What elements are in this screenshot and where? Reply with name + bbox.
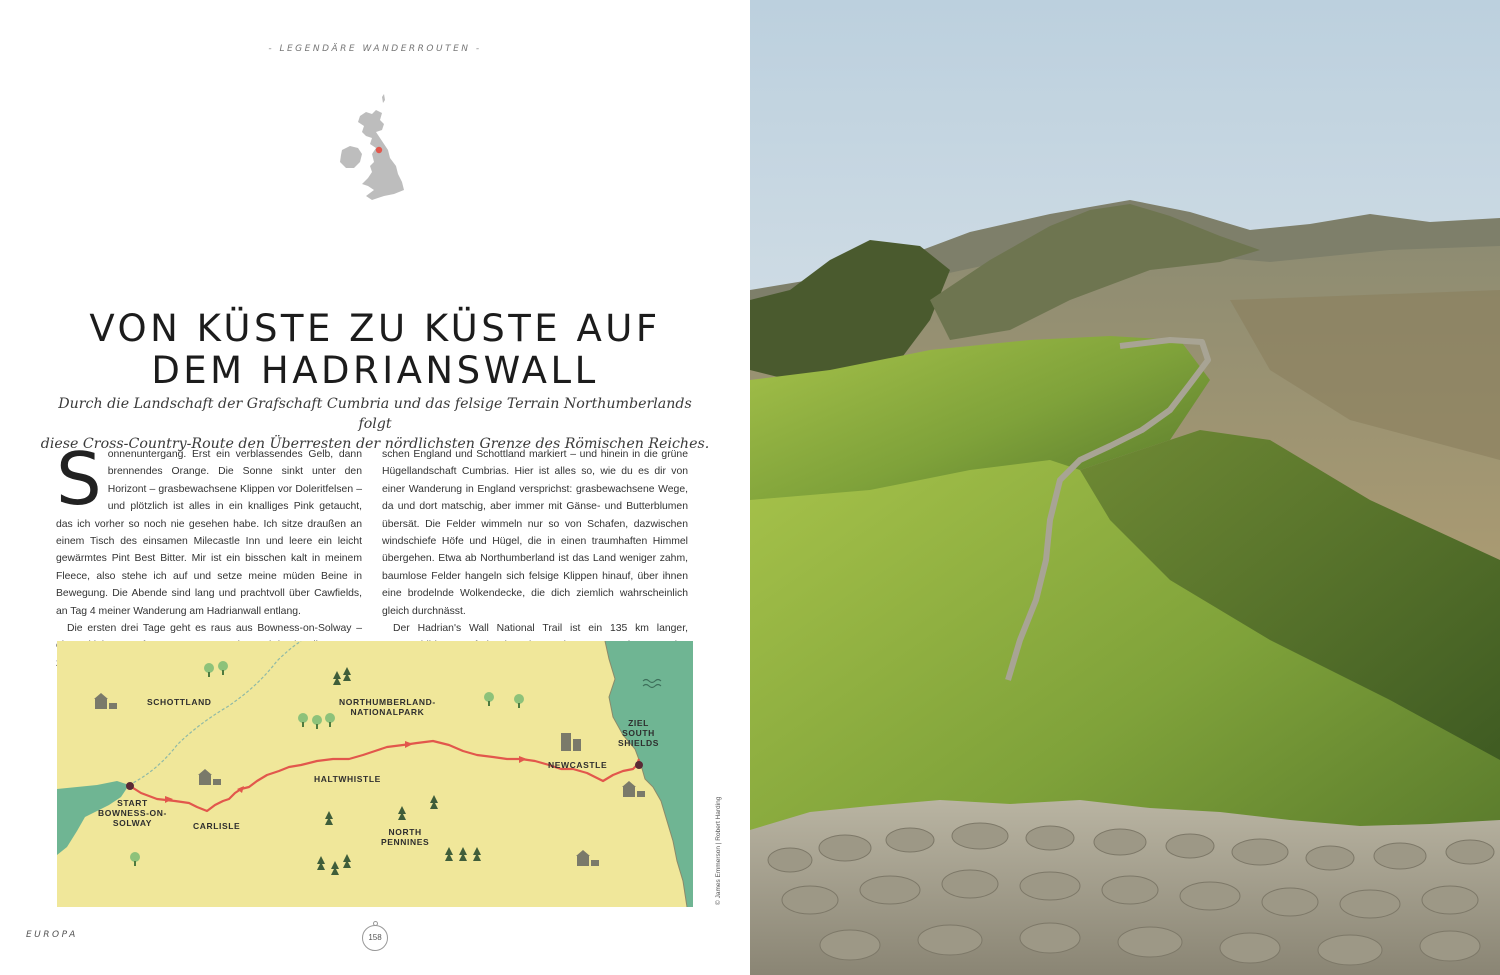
label-northumberland [339,697,436,717]
start-marker [126,782,134,790]
column-1 [56,437,362,672]
paragraph [56,437,362,620]
label-newcastle: NEWCASTLE [548,760,608,770]
section-footer: EUROPA [26,930,78,940]
finish-marker [635,761,643,769]
uk-locator-map [332,92,412,207]
label-line: SHIELDS [618,738,660,748]
landscape-illustration [750,0,1500,975]
subtitle-line-2: diese Cross-Country-Route den Überresten der nördlichsten Grenze des Römischen Reiches. [40,436,710,452]
photo-credit: © James Emmerson | Robert Harding [715,796,722,905]
article-title [40,308,710,392]
label-start [98,798,167,828]
label-line: NORTH [388,827,422,837]
section-kicker: - LEGENDÄRE WANDERROUTEN - [268,44,482,54]
shetland-shape [382,94,385,103]
label-line: SOUTH [622,728,655,738]
label-north-pennines [381,827,429,847]
subtitle-line-1: Durch die Landschaft der Grafschaft Cumbria und das felsige Terrain Northumberlands folgt [58,396,692,432]
label-line: START [117,798,148,808]
page-number: 158 [362,925,388,951]
paragraph: schen England und Schottland markiert – und hinein in die grüne Hügellandschaft Cumbrias. Hier ist alles so, wie du es dir von einer Wanderung in England versprichst: grasbewachsene Wege, da und dort matschig, aber immer mit Gänse- und Butterblumen übersät. Die Felder wimmeln nur so von Schafen, dazwischen windschiefe Höfe und Hügel, die in einen traumhaften Himmel übergehen. Etwa ab Northumberland ist das Land weniger zahm, baumlose Felder hangeln sich felsige Klippen hinauf, über ihnen eine brodelnde Wolkendecke, die dich ziemlich wahrscheinlich gleich durchnässt. [382,449,688,617]
drop-cap: S [56,437,102,521]
paragraph: Die ersten drei Tage geht es raus aus Bowness-on-Solway – [67,623,362,635]
title-line-2: DEM HADRIANSWALL [151,349,599,392]
article-subtitle [40,394,710,454]
location-marker [376,147,382,153]
paragraph-text: onnenuntergang. Erst ein verblassendes Gelb, dann brennendes Orange. Die Sonne sinkt unter den Horizont – grasbewachsene Klippen vor Doleritfelsen – und plötzlich ist alles in ein knalliges Pink getaucht, das ich vorher so noch nie gesehen habe. Ich sitze draußen an einem Tisch des einsamen Milecastle Inn und leere ein leicht gewärmtes Pint Best Bitter. Mir ist ein bisschen kalt in meinem Fleece, also stehe ich auf und setze meine müden Beine in Bewegung. Die Abende sind lang und prachtvoll über Cawfields, an Tag 4 meiner Wanderung am Hadrianwall entlang. [56,449,362,617]
route-map [57,641,693,907]
column-2 [382,446,688,672]
label-line: SOLWAY [112,818,153,828]
label-line: NATIONALPARK [350,707,425,717]
title-line-1: VON KÜSTE ZU KÜSTE AUF [89,307,661,350]
label-line: BOWNESS-ON- [98,808,167,818]
landscape-photo [750,0,1500,975]
label-line: ZIEL [628,718,649,728]
great-britain-shape [358,110,404,200]
paragraph: Der Hadrian's Wall National Trail ist ein 135 km langer, [393,623,688,635]
label-schottland: SCHOTTLAND [147,697,212,707]
label-haltwhistle: HALTWHISTLE [314,774,381,784]
label-line: PENNINES [381,837,430,847]
label-carlisle: CARLISLE [193,821,241,831]
label-line: NORTHUMBERLAND- [339,697,436,707]
ireland-shape [340,146,362,168]
label-ziel [618,718,659,748]
